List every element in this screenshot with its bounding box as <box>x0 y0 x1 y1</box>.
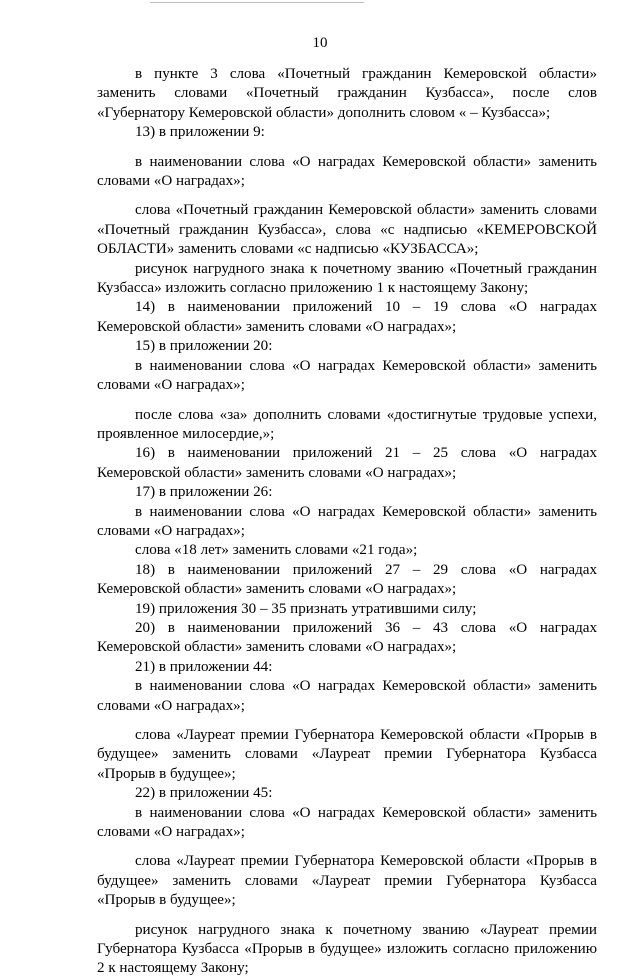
paragraph: после слова «за» дополнить словами «достигнутые трудовые успехи, проявленное милосердие,»; <box>97 406 597 442</box>
paragraph: 20) в наименовании приложений 36 – 43 слова «О наградах Кемеровской области» заменить словами «О наградах»; <box>97 619 597 656</box>
paragraph: слова «Лауреат премии Губернатора Кемеровской области «Прорыв в будущее» заменить словами «Лауреат премии Губернатора Кузбасса «Прорыв в будущее»; <box>97 853 597 909</box>
paragraph: в наименовании слова «О наградах Кемеровской области» заменить словами «О наградах»; <box>97 153 597 190</box>
paragraph: 19) приложения 30 – 35 признать утратившими силу; <box>135 600 477 617</box>
paragraph: в наименовании слова «О наградах Кемеровской области» заменить словами «О наградах»; <box>97 503 597 539</box>
paragraph: в наименовании слова «О наградах Кемеровской области» заменить словами «О наградах»; <box>97 804 597 841</box>
paragraph: 22) в приложении 45: <box>135 785 273 802</box>
paragraph: 18) в наименовании приложений 27 – 29 слова «О наградах Кемеровской области» заменить словами «О наградах»; <box>97 561 597 598</box>
paragraph: 21) в приложении 44: <box>135 658 273 675</box>
paragraph: 14) в наименовании приложений 10 – 19 слова «О наградах Кемеровской области» заменить словами «О наградах»; <box>97 299 597 335</box>
document-body <box>97 65 597 979</box>
paragraph: в наименовании слова «О наградах Кемеровской области» заменить словами «О наградах»; <box>97 357 597 394</box>
paragraph: 15) в приложении 20: <box>135 338 273 355</box>
paragraph: 16) в наименовании приложений 21 – 25 слова «О наградах Кемеровской области» заменить словами «О наградах»; <box>97 445 597 481</box>
paragraph: слова «Почетный гражданин Кемеровской области» заменить словами «Почетный гражданин Кузбасса», слова «с надписью «КЕМЕРОВСКОЙ ОБЛАСТИ» заменить словами «с надписью «КУЗБАССА»; <box>97 202 597 258</box>
paragraph: рисунок нагрудного знака к почетному званию «Почетный гражданин Кузбасса» изложить согласно приложению 1 к настоящему Закону; <box>97 260 597 297</box>
paragraph: слова «Лауреат премии Губернатора Кемеровской области «Прорыв в будущее» заменить словами «Лауреат премии Губернатора Кузбасса «Прорыв в будущее»; <box>97 727 597 782</box>
paragraph: слова «18 лет» заменить словами «21 года»; <box>135 542 418 559</box>
page-number: 10 <box>312 35 328 51</box>
paragraph: в пункте 3 слова «Почетный гражданин Кемеровской области» заменить словами «Почетный гражданин Кузбасса», после слов «Губернатору Кемеровской области» дополнить словом « – Кузбасса»; <box>97 66 597 121</box>
paragraph: 13) в приложении 9: <box>135 124 265 141</box>
paragraph: рисунок нагрудного знака к почетному званию «Лауреат премии Губернатора Кузбасса «Прорыв в будущее» изложить согласно приложению 2 к настоящему Закону; <box>97 921 597 977</box>
paragraph: 17) в приложении 26: <box>135 484 273 501</box>
paragraph: в наименовании слова «О наградах Кемеровской области» заменить словами «О наградах»; <box>97 678 597 714</box>
top-rule <box>150 2 364 3</box>
